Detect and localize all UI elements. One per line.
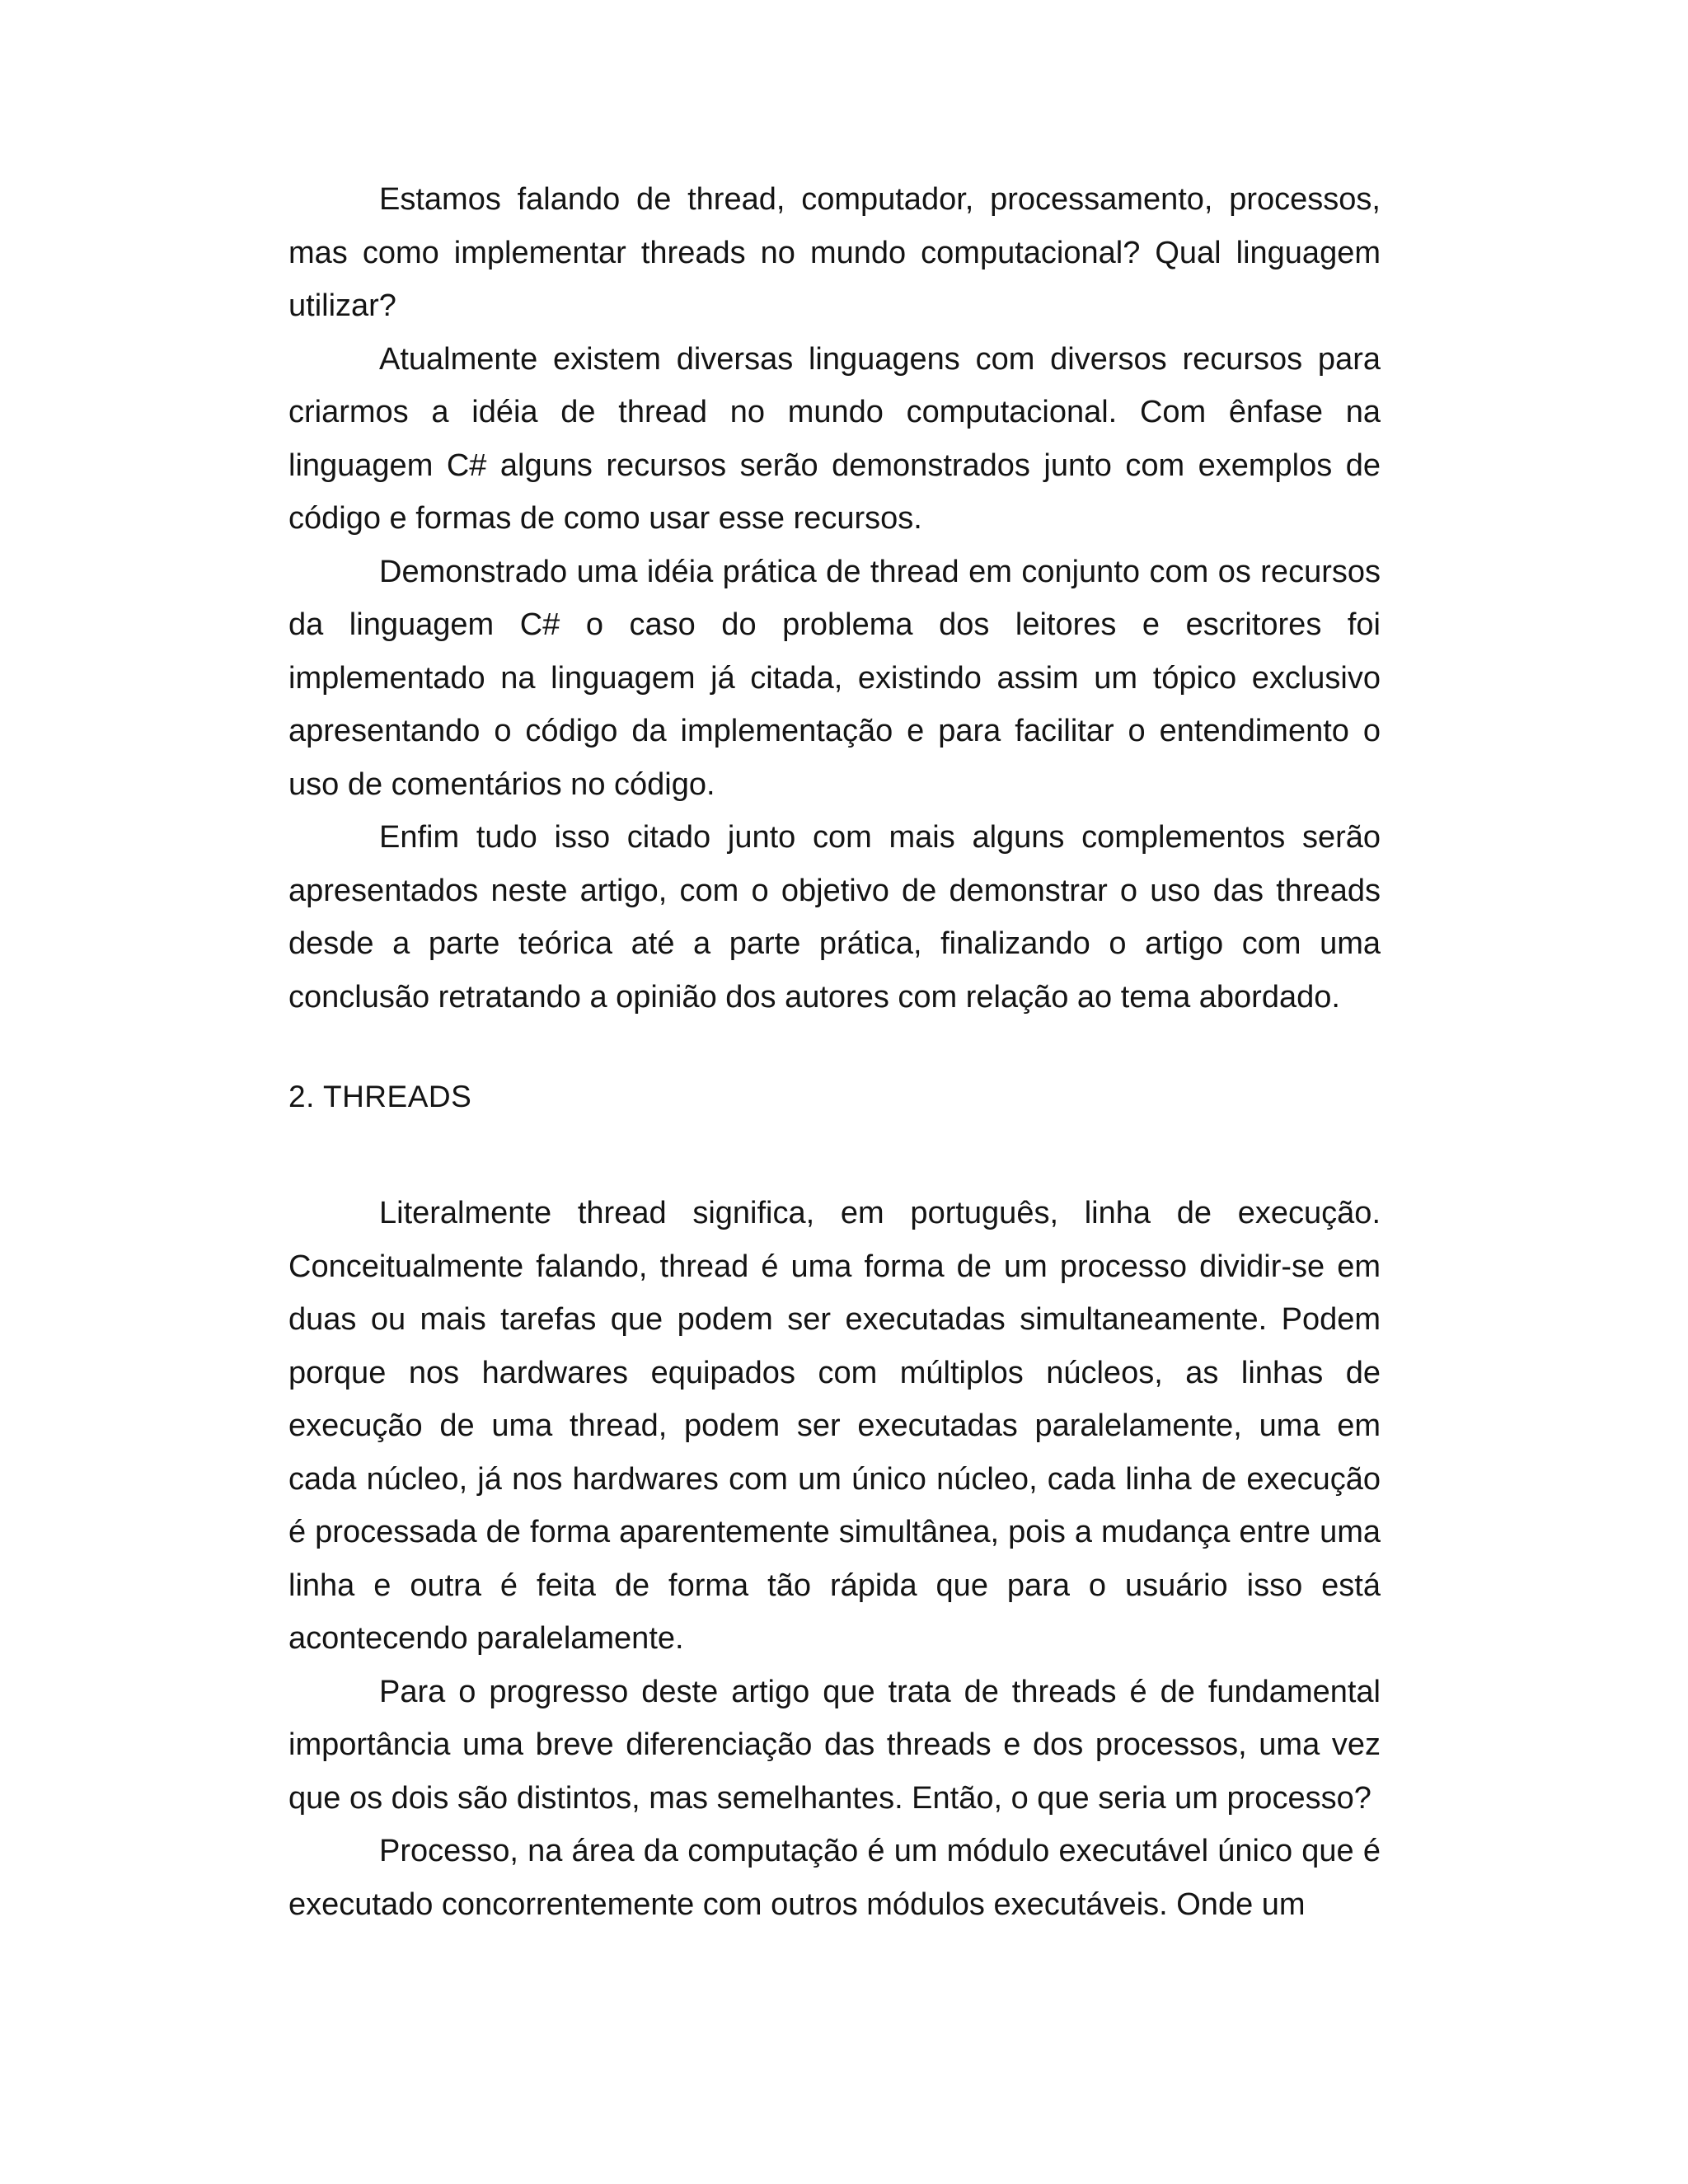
threads-paragraph-2: Para o progresso deste artigo que trata de threads é de fundamental importância uma breve diferenciação das threads e dos processos, uma vez que os dois são distintos, mas semelhantes. Então, o que seria um processo? <box>288 1674 1381 1816</box>
threads-paragraph-3: Processo, na área da computação é um módulo executável único que é executado concorrentemente com outros módulos executáveis. Onde um <box>288 1834 1381 1922</box>
intro-paragraph-1: Estamos falando de thread, computador, processamento, processos, mas como implementar threads no mundo computacional? Qual linguagem utilizar? <box>288 182 1381 323</box>
intro-section <box>288 173 1381 1024</box>
section-heading: 2. THREADS <box>288 1080 472 1113</box>
intro-paragraph-3: Demonstrado uma idéia prática de thread em conjunto com os recursos da linguagem C# o caso do problema dos leitores e escritores foi implementado na linguagem já citada, existindo assim um tópico exclusivo apresentando o código da implementação e para facilitar o entendimento o uso de comentários no código. <box>288 554 1381 802</box>
threads-section <box>288 1187 1381 1931</box>
threads-paragraph-1: Literalmente thread significa, em português, linha de execução. Conceitualmente falando, thread é uma forma de um processo dividir-se em duas ou mais tarefas que podem ser executadas simultaneamente. Podem porque nos hardwares equipados com múltiplos núcleos, as linhas de execução de uma thread, podem ser executadas paralelamente, uma em cada núcleo, já nos hardwares com um único núcleo, cada linha de execução é processada de forma aparentemente simultânea, pois a mudança entre uma linha e outra é feita de forma tão rápida que para o usuário isso está acontecendo paralelamente. <box>288 1196 1381 1656</box>
intro-paragraph-4: Enfim tudo isso citado junto com mais alguns complementos serão apresentados neste artigo, com o objetivo de demonstrar o uso das threads desde a parte teórica até a parte prática, finalizando o artigo com uma conclusão retratando a opinião dos autores com relação ao tema abordado. <box>288 820 1381 1015</box>
intro-paragraph-2: Atualmente existem diversas linguagens com diversos recursos para criarmos a idéia de thread no mundo computacional. Com ênfase na linguagem C# alguns recursos serão demonstrados junto com exemplos de código e formas de como usar esse recursos. <box>288 341 1381 536</box>
